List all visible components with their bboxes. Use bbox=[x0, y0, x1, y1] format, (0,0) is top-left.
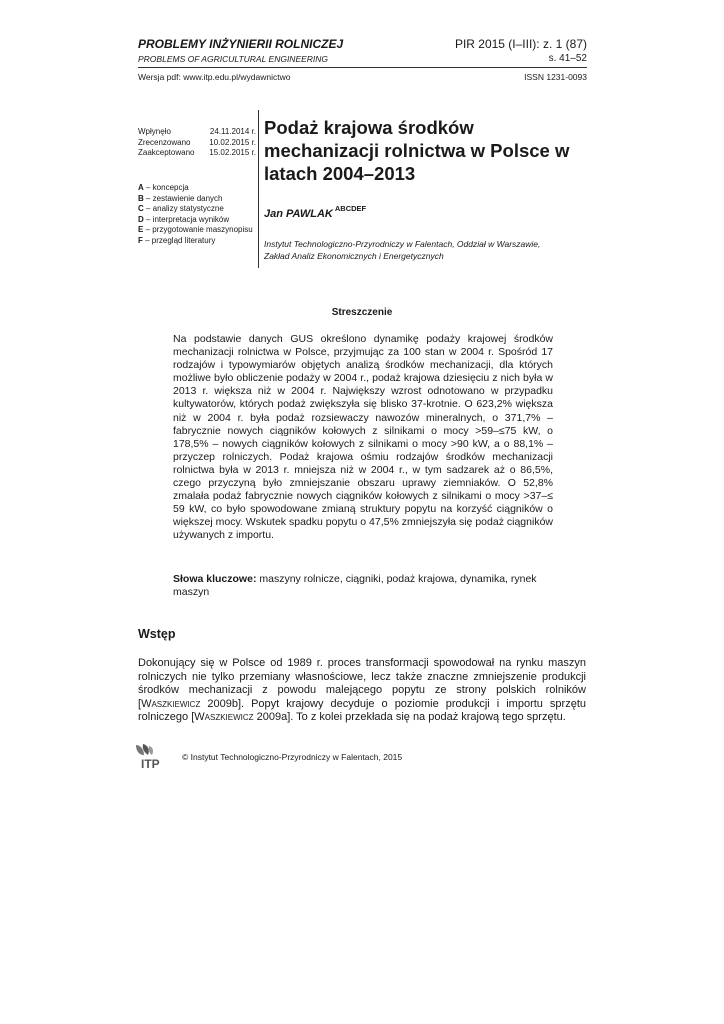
journal-subtitle: PROBLEMS OF AGRICULTURAL ENGINEERING bbox=[138, 54, 329, 64]
date-value: 15.02.2015 r. bbox=[209, 148, 256, 157]
intro-text: Dokonujący się w Polsce od 1989 r. proces transformacji spowodował na rynku maszyn rolniczych nie tylko przemiany własnościowe, lecz także znaczne zmniejszenie produkcji środków mechanizacji z powodu malejącego popytu ze strony polskich rolników [ bbox=[138, 657, 586, 710]
citation-author: Waszkiewicz bbox=[141, 697, 201, 710]
author-contributions bbox=[138, 183, 253, 246]
contribution-letter: A bbox=[138, 183, 144, 192]
date-value: 10.02.2015 r. bbox=[209, 137, 256, 147]
intro-text: 2009a]. To z kolei przekłada się na podaż krajową tego sprzętu. bbox=[253, 711, 566, 724]
date-row bbox=[138, 148, 256, 159]
logo-text: ITP bbox=[141, 757, 160, 769]
issn: ISSN 1231-0093 bbox=[524, 72, 587, 82]
vertical-divider bbox=[258, 110, 259, 268]
abstract-text: Na podstawie danych GUS określono dynamikę podaży krajowej środków mechanizacji rolnictwa w Polsce, przyjmując za 100 stan w 2004 r. Spośród 17 rodzajów i typowymiarów objętych analizą środków mechanizacji, dla których możliwe było obliczenie podaży w 2004 r., podaż krajowa dziesięciu z nich była w 2013 r. większa niż w 2004 r. Największy wzrost odnotowano w przypadku kultywatorów, których podaż zwiększyła się blisko 37-krotnie. O 623,2% większa niż w 2004 r. była podaż rozsiewaczy nawozów mineralnych, o 371,7% – fabrycznie nowych ciągników kołowych z silnikami o mocy >59–≤75 kW, o 178,5% – nowych ciągników kołowych z silnikami o mocy >90 kW, a o 88,1% – przyczep rolniczych. Podaż krajowa ośmiu rodzajów środków mechanizacji rolnictwa była w 2013 r. mniejsza niż w 2004 r., w tym sadzarek aż o 86,5%, czego przyczyną było zmniejszanie obszaru uprawy ziemniaków. O 52,8% zmalała podaż fabrycznie nowych ciągników kołowych z silnikami o mocy >37–≤ 59 kW, co było spowodowane zmianą struktury popytu na korzyść ciągników o większej mocy. Wskutek spadku popytu o 47,5% zmniejszyła się podaż ciągników używanych z importu. bbox=[173, 333, 553, 542]
itp-leaf-icon bbox=[134, 743, 178, 769]
date-label: Wpłynęło bbox=[138, 127, 171, 136]
author-name: Jan PAWLAK bbox=[264, 208, 333, 220]
intro-paragraph bbox=[138, 657, 586, 725]
author bbox=[264, 204, 366, 220]
date-row bbox=[138, 138, 256, 149]
contribution-item bbox=[138, 204, 253, 215]
contribution-text: – analizy statystyczne bbox=[143, 204, 224, 213]
contribution-item bbox=[138, 236, 253, 247]
header-divider bbox=[138, 67, 587, 68]
contribution-item bbox=[138, 225, 253, 236]
contribution-text: – przygotowanie maszynopisu bbox=[143, 225, 253, 234]
contribution-item bbox=[138, 194, 253, 205]
contribution-item bbox=[138, 215, 253, 226]
contribution-text: – przegląd literatury bbox=[142, 235, 216, 245]
contribution-text: – interpretacja wyników bbox=[143, 214, 230, 224]
pdf-version-link[interactable]: Wersja pdf: www.itp.edu.pl/wydawnictwo bbox=[138, 72, 291, 82]
intro-text: 2009b]. Popyt krajowy decyduje o poziomie produkcji i importu sprzętu rolniczego [ bbox=[138, 697, 586, 724]
journal-title: PROBLEMY INŻYNIERII ROLNICZEJ bbox=[138, 37, 344, 51]
affiliation-line: Zakład Analiz Ekonomicznych i Energetycznych bbox=[264, 250, 444, 261]
page-range: s. 41–52 bbox=[548, 53, 587, 64]
date-row bbox=[138, 127, 256, 138]
abstract-heading: Streszczenie bbox=[331, 307, 393, 318]
section-heading: Wstęp bbox=[138, 627, 176, 641]
copyright: © Instytut Technologiczno-Przyrodniczy w Falentach, 2015 bbox=[182, 752, 403, 762]
contribution-letter: B bbox=[138, 193, 144, 203]
contribution-letter: F bbox=[138, 235, 143, 245]
issue-info: PIR 2015 (I–III): z. 1 (87) bbox=[454, 37, 587, 51]
affiliation bbox=[264, 239, 594, 262]
keywords bbox=[173, 573, 553, 599]
itp-logo bbox=[134, 743, 178, 769]
contribution-text: – koncepcja bbox=[143, 183, 189, 192]
citation-author: Waszkiewicz bbox=[194, 711, 254, 724]
author-contribution-codes: ABCDEF bbox=[334, 204, 367, 213]
affiliation-line: Instytut Technologiczno-Przyrodniczy w Falentach, Oddział w Warszawie, bbox=[264, 239, 541, 249]
keywords-label: Słowa kluczowe: bbox=[173, 573, 257, 585]
keywords-list: maszyny rolnicze, ciągniki, podaż krajowa, dynamika, rynek maszyn bbox=[173, 573, 537, 599]
article-title: Podaż krajowa środków mechanizacji rolnictwa w Polsce w latach 2004–2013 bbox=[264, 117, 570, 184]
contribution-letter: E bbox=[138, 225, 144, 234]
submission-dates bbox=[138, 127, 256, 159]
contribution-letter: D bbox=[138, 214, 144, 224]
date-label: Zaakceptowano bbox=[138, 148, 195, 157]
contribution-text: – zestawienie danych bbox=[143, 193, 223, 203]
contribution-letter: C bbox=[138, 204, 144, 213]
date-value: 24.11.2014 r. bbox=[209, 127, 256, 136]
contribution-item bbox=[138, 183, 253, 194]
date-label: Zrecenzowano bbox=[138, 137, 191, 147]
